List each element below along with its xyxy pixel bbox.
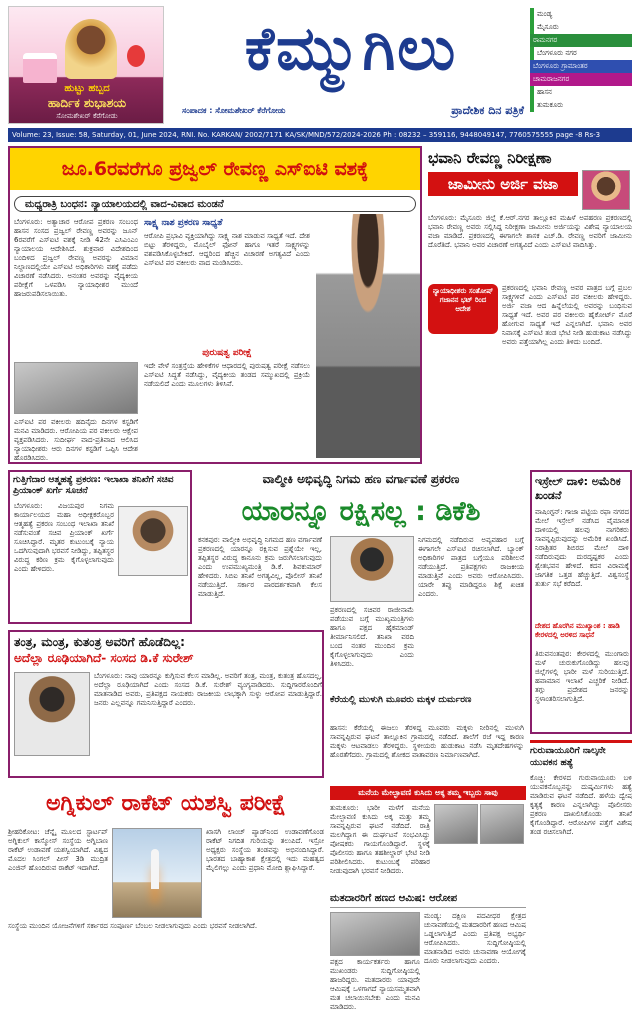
israel-body: ವಾಷಿಂಗ್ಟನ್: ಗಾಜಾ ಪಟ್ಟಿಯ ರಫಾ ನಗರದ ಮೇಲೆ ಇಸ್ರೇಲ್ ನಡೆಸಿದ ವೈಮಾನಿಕ ದಾಳಿಯಲ್ಲಿ ಹಲವು ನಾಗರಿಕರು ಸಾವನ್ನಪ್ಪಿರುವುದನ್ನು ಅಮೆರಿಕ ಖಂಡಿಸಿದೆ. ನಿರಾಶ್ರಿತರ ಶಿಬಿರದ ಮೇಲೆ ದಾಳಿ ನಡೆದಿರುವುದು ದುರದೃಷ್ಟಕರ ಎಂದು ಶ್ವೇತಭವನ ಹೇಳಿದೆ. ಕದನ ವಿರಾಮಕ್ಕೆ ಜಾಗತಿಕ ಒತ್ತಡ ಹೆಚ್ಚುತ್ತಿದೆ. ವಿಶ್ವಸಂಸ್ಥೆ ತುರ್ತು ಸಭೆ ಕರೆದಿದೆ. xyxy=(535,508,629,588)
agnikul-body-2: ಖಾಸಗಿ ಲಾಂಚ್ ಪ್ಯಾಡ್‌ನಿಂದ ಉಡಾವಣೆಗೊಂಡ ರಾಕೆಟ್ ನಿಗದಿತ ಗುರಿಯನ್ನು ತಲುಪಿದೆ. ಇಸ್ರೋ ಅಧ್ಯಕ್ಷರು ಸಂಸ್ಥೆಯ ತಂಡವನ್ನು ಅಭಿನಂದಿಸಿದ್ದಾರೆ. ಭಾರತದ ಬಾಹ್ಯಾಕಾಶ ಕ್ಷೇತ್ರದಲ್ಲಿ ಇದು ಮಹತ್ವದ ಮೈಲಿಗಲ್ಲು ಎಂದು ಪ್ರಧಾನಿ ಮೋದಿ ಶ್ಲಾಘಿಸಿದ್ದಾರೆ. xyxy=(206,828,324,872)
balloon-icon xyxy=(127,45,145,67)
index-item[interactable]: ಹಾಸನ xyxy=(530,86,632,99)
birthday-line3: ಸೋಮಶೇಖರ್ ಕೆರೆಗೋಡು xyxy=(56,112,118,120)
tantra-story xyxy=(8,630,324,778)
sidebox-text: ಆರೋಪಿ ಪ್ರಭಾವಿ ವ್ಯಕ್ತಿಯಾಗಿದ್ದು ಸಾಕ್ಷ್ಯ ನಾಶ ಮಾಡುವ ಸಾಧ್ಯತೆ ಇದೆ. ದೇಶ ಬಿಟ್ಟು ತೆರಳಿದ್ದರು, ಮೊಬೈಲ್ ಫೋನ್ ಹಾಗೂ ಇತರೆ ಸಾಕ್ಷ್ಯಗಳನ್ನು ವಶಪಡಿಸಿಕೊಳ್ಳಬೇಕಿದೆ. ಆದ್ದರಿಂದ ಹೆಚ್ಚಿನ ವಿಚಾರಣೆ ಅಗತ್ಯವಿದೆ ಎಂದು ಎಸ್ಐಟಿ ಪರ ವಕೀಲರು ವಾದ ಮಂಡಿಸಿದರು. xyxy=(144,232,310,267)
newspaper-title: ಕೆಮ್ಮುಗಿಲು xyxy=(244,14,458,84)
suresh-photo xyxy=(14,672,90,756)
bhavani-body-2: ಪ್ರಕರಣದಲ್ಲಿ ಭವಾನಿ ರೇವಣ್ಣ ಅವರ ಪಾತ್ರದ ಬಗ್ಗೆ ಪ್ರಬಲ ಸಾಕ್ಷ್ಯಗಳಿವೆ ಎಂದು ಎಸ್ಐಟಿ ಪರ ವಕೀಲರು ಹೇಳಿದ್ದರು. ಅರ್ಜಿ ವಜಾ ಆದ ಹಿನ್ನೆಲೆಯಲ್ಲಿ ಅವರನ್ನು ಬಂಧಿಸುವ ಸಾಧ್ಯತೆ ಇದೆ. ಅವರ ಪರ ವಕೀಲರು ಹೈಕೋರ್ಟ್ ಮೊರೆ ಹೋಗುವ ಸಾಧ್ಯತೆ ಇದೆ ಎನ್ನಲಾಗಿದೆ. ಭವಾನಿ ಅವರ ನಿವಾಸಕ್ಕೆ ಎಸ್ಐಟಿ ತಂಡ ಭೇಟಿ ನೀಡಿ ಹುಡುಕಾಟ ನಡೆಸಿದ್ದು ಅವರು ಪತ್ತೆಯಾಗಿಲ್ಲ ಎಂದು ತಿಳಿದು ಬಂದಿದೆ. xyxy=(502,284,632,346)
birthday-cake-icon xyxy=(23,53,57,83)
portrait-photo xyxy=(65,19,117,79)
rocket-icon xyxy=(151,849,159,889)
bhavani-quote xyxy=(428,284,498,334)
bhavani-headline-1: ಭವಾನಿ ರೇವಣ್ಣ ನಿರೀಕ್ಷಣಾ xyxy=(428,149,552,167)
index-item[interactable]: ಮೈಸೂರು xyxy=(530,21,632,34)
matadara-body-2: ಪಕ್ಷದ ಕಾರ್ಯಕರ್ತರು ಹಾಗೂ ಮುಖಂಡರು ಸುದ್ದಿಗೋಷ್ಠಿಯಲ್ಲಿ ಹಾಜರಿದ್ದರು. ಮತದಾರರು ಯಾವುದೇ ಆಮಿಷಕ್ಕೆ ಒಳಗಾಗದೆ ನ್ಯಾಯಸಮ್ಮತವಾಗಿ ಮತ ಚಲಾಯಿಸಬೇಕು ಎಂದು ಮನವಿ ಮಾಡಿದರು. xyxy=(330,958,420,1011)
minister-photo xyxy=(118,506,188,576)
bhavani-body: ಬೆಂಗಳೂರು: ಮೈಸೂರು ಜಿಲ್ಲೆ ಕೆ.ಆರ್.ನಗರ ತಾಲ್ಲೂಕಿನ ಮಹಿಳೆ ಅಪಹರಣ ಪ್ರಕರಣದಲ್ಲಿ ಭವಾನಿ ರೇವಣ್ಣ ಅವರು ಸಲ್ಲಿಸಿದ್ದ ನಿರೀಕ್ಷಣಾ ಜಾಮೀನು ಅರ್ಜಿಯನ್ನು ವಿಶೇಷ ನ್ಯಾಯಾಲಯ ವಜಾ ಮಾಡಿದೆ. ಪ್ರಕರಣದಲ್ಲಿ ಈಗಾಗಲೇ ಶಾಸಕ ಎಚ್.ಡಿ. ರೇವಣ್ಣ ಅವರಿಗೆ ಜಾಮೀನು ದೊರೆತಿದೆ. ಭವಾನಿ ಅವರ ವಿಚಾರಣೆ ಅಗತ್ಯವಿದೆ ಎಂದು ಎಸ್ಐಟಿ ವಾದಿಸಿತ್ತು. xyxy=(428,214,632,249)
lead-body-2: ಎಸ್ಐಟಿ ಪರ ವಕೀಲರು ಹದಿನೈದು ದಿನಗಳ ಕಸ್ಟಡಿಗೆ ಮನವಿ ಮಾಡಿದರು. ಆರೋಪಿಯ ಪರ ವಕೀಲರು ಆಕ್ಷೇಪ ವ್ಯಕ್ತಪಡಿಸಿದರು. ಸುದೀರ್ಘ ವಾದ-ಪ್ರತಿವಾದ ಆಲಿಸಿದ ನ್ಯಾಯಾಧೀಶರು ಆರು ದಿನಗಳ ಕಸ್ಟಡಿಗೆ ಒಪ್ಪಿಸಿ ಆದೇಶ ಹೊರಡಿಸಿದರು. xyxy=(14,418,138,462)
victim-photo-2 xyxy=(480,804,524,844)
manege-body: ತುಮಕೂರು: ಭಾರೀ ಮಳೆಗೆ ಮನೆಯ ಮೇಲ್ಛಾವಣಿ ಕುಸಿದು ಅಕ್ಕ ಮತ್ತು ತಮ್ಮ ಸಾವನ್ನಪ್ಪಿರುವ ಘಟನೆ ನಡೆದಿದೆ. ರಾತ್ರಿ ಮಲಗಿದ್ದಾಗ ಈ ದುರ್ಘಟನೆ ಸಂಭವಿಸಿದ್ದು ಪೋಷಕರು ಗಾಯಗೊಂಡಿದ್ದಾರೆ. ಸ್ಥಳಕ್ಕೆ ಪೊಲೀಸರು ಹಾಗೂ ತಹಶೀಲ್ದಾರ್ ಭೇಟಿ ನೀಡಿ ಪರಿಶೀಲಿಸಿದರು. ಕುಟುಂಬಕ್ಕೆ ಪರಿಹಾರ ನೀಡುವುದಾಗಿ ಭರವಸೆ ನೀಡಿದರು. xyxy=(330,804,430,875)
valmiki-body-2: ನಿಗಮದಲ್ಲಿ ನಡೆದಿರುವ ಅವ್ಯವಹಾರ ಬಗ್ಗೆ ಈಗಾಗಲೇ ಎಸ್ಐಟಿ ರಚಿಸಲಾಗಿದೆ. ಬ್ಯಾಂಕ್ ಅಧಿಕಾರಿಗಳ ಪಾತ್ರದ ಬಗ್ಗೆಯೂ ಪರಿಶೀಲನೆ ನಡೆಯುತ್ತಿದೆ. ಪ್ರತಿಪಕ್ಷಗಳು ರಾಜಕೀಯ ಮಾಡುತ್ತಿವೆ ಎಂದು ಅವರು ಆರೋಪಿಸಿದರು. ಯಾರೇ ತಪ್ಪು ಮಾಡಿದ್ದರೂ ಶಿಕ್ಷೆ ಖಚಿತ ಎಂದರು. xyxy=(418,536,524,598)
tantra-headline-2: ಅದೆಲ್ಲಾ ರೂಢಿಯಾಗಿದೆ- ಸಂಸದ ಡಿ.ಕೆ ಸುರೇಶ್ xyxy=(14,651,194,665)
dks-photo xyxy=(330,536,414,602)
car-photo xyxy=(14,362,138,414)
guruvayur-body: ಕೊಚ್ಚಿ: ಕೇರಳದ ಗುರುವಾಯೂರು ಬಳಿ ಯುವಕನೊಬ್ಬನನ್ನು ದುಷ್ಕರ್ಮಿಗಳು ಹತ್ಯೆ ಮಾಡಿರುವ ಘಟನೆ ನಡೆದಿದೆ. ಹಳೆಯ ದ್ವೇಷ ಕೃತ್ಯಕ್ಕೆ ಕಾರಣ ಎನ್ನಲಾಗಿದ್ದು ಪೊಲೀಸರು ಪ್ರಕರಣ ದಾಖಲಿಸಿಕೊಂಡು ತನಿಖೆ ಕೈಗೊಂಡಿದ್ದಾರೆ. ಆರೋಪಿಗಳ ಪತ್ತೆಗೆ ವಿಶೇಷ ತಂಡ ರಚಿಸಲಾಗಿದೆ. xyxy=(530,774,632,836)
guttige-headline: ಗುತ್ತಿಗೆದಾರ ಆತ್ಮಹತ್ಯೆ ಪ್ರಕರಣ: ಇಲಾಖಾ ತನಿಖೆಗೆ ಸಚಿವ ಪ್ರಿಯಾಂಕ್ ಖರ್ಗೆ ಸೂಚನೆ xyxy=(13,475,174,496)
sub2-text: ಇದೇ ವೇಳೆ ಸಂತ್ರಸ್ತೆಯ ಹೇಳಿಕೆಗಳ ಆಧಾರದಲ್ಲಿ ಪುರುಷತ್ವ ಪರೀಕ್ಷೆ ನಡೆಸಲು ಎಸ್ಐಟಿ ಸಿದ್ಧತೆ ನಡೆಸಿದ್ದು, ವೈದ್ಯಕೀಯ ತಂಡದ ಸಮ್ಮುಖದಲ್ಲಿ ಪ್ರಕ್ರಿಯೆ ನಡೆಯಲಿದೆ ಎಂದು ಮೂಲಗಳು ತಿಳಿಸಿವೆ. xyxy=(144,362,310,388)
matadara-body-1: ಮಂಡ್ಯ: ದಕ್ಷಿಣ ಪದವೀಧರ ಕ್ಷೇತ್ರದ ಚುನಾವಣೆಯಲ್ಲಿ ಮತದಾರರಿಗೆ ಹಣದ ಆಮಿಷ ಒಡ್ಡಲಾಗುತ್ತಿದೆ ಎಂದು ಪ್ರತಿಪಕ್ಷ ಅಭ್ಯರ್ಥಿ ಆರೋಪಿಸಿದರು. ಸುದ್ದಿಗೋಷ್ಠಿಯಲ್ಲಿ ಮಾತನಾಡಿದ ಅವರು ಚುನಾವಣಾ ಆಯೋಗಕ್ಕೆ ದೂರು ನೀಡಲಾಗುವುದು ಎಂದರು. xyxy=(424,912,526,965)
manege-headline: ಮನೆಯ ಮೇಲ್ಛಾವಣಿ ಕುಸಿದು ಅಕ್ಕ ತಮ್ಮ ಇಬ್ಬರು ಸಾವು xyxy=(330,786,526,800)
press-meet-photo xyxy=(330,912,420,956)
lead-story xyxy=(8,146,422,464)
index-item[interactable]: ಬೆಂಗಳೂರು ಗ್ರಾಮಾಂತರ xyxy=(530,60,632,73)
tantra-headline-1: ತಂತ್ರ, ಮಂತ್ರ, ಕುತಂತ್ರ ಅವರಿಗೆ ಹೊಡೆದಿಲ್ಲ: xyxy=(14,635,185,649)
kere-body: ಹಾಸನ: ಕೆರೆಯಲ್ಲಿ ಈಜಲು ತೆರಳಿದ್ದ ಮೂವರು ಮಕ್ಕಳು ನೀರಿನಲ್ಲಿ ಮುಳುಗಿ ಸಾವನ್ನಪ್ಪಿರುವ ಘಟನೆ ತಾಲ್ಲೂಕಿನ ಗ್ರಾಮದಲ್ಲಿ ನಡೆದಿದೆ. ಶಾಲೆಗೆ ರಜೆ ಇದ್ದ ಕಾರಣ ಮಕ್ಕಳು ಆಟವಾಡಲು ತೆರಳಿದ್ದರು. ಸ್ಥಳೀಯರು ಹುಡುಕಾಟ ನಡೆಸಿ ಮೃತದೇಹಗಳನ್ನು ಹೊರತೆಗೆದರು. ಗ್ರಾಮದಲ್ಲಿ ಶೋಕದ ವಾತಾವರಣ ನಿರ್ಮಾಣವಾಗಿದೆ. xyxy=(330,724,524,759)
rocket-photo xyxy=(112,828,202,918)
sub2-title: ಪುರುಷತ್ವ ಪರೀಕ್ಷೆ xyxy=(202,348,252,358)
lead-headline: ಜೂ.6ರವರೆಗೂ ಪ್ರಜ್ವಲ್ ರೇವಣ್ಣ ಎಸ್ಐಟಿ ವಶಕ್ಕೆ xyxy=(10,148,420,190)
israel-headline: ಇಸ್ರೇಲ್ ದಾಳಿ: ಅಮೆರಿಕ ಖಂಡನೆ xyxy=(535,475,621,502)
bhavani-headline-2: ಜಾಮೀನು ಅರ್ಜಿ ವಜಾ xyxy=(428,172,578,196)
tantra-body: ಬೆಂಗಳೂರು: ನಾವು ಯಾರನ್ನೂ ಕುಗ್ಗಿಸುವ ಕೆಲಸ ಮಾಡಿಲ್ಲ. ಅವರಿಗೆ ತಂತ್ರ, ಮಂತ್ರ, ಕುತಂತ್ರ ಹೊಸದಲ್ಲ, ಅದೆಲ್ಲಾ ರೂಢಿಯಾಗಿದೆ ಎಂದು ಸಂಸದ ಡಿ.ಕೆ. ಸುರೇಶ್ ವ್ಯಂಗ್ಯವಾಡಿದರು. ಸುದ್ದಿಗಾರರೊಂದಿಗೆ ಮಾತನಾಡಿದ ಅವರು, ಪ್ರತಿಪಕ್ಷದ ನಾಯಕರು ರಾಜಕೀಯ ಲಾಭಕ್ಕಾಗಿ ಸುಳ್ಳು ಆರೋಪ ಮಾಡುತ್ತಿದ್ದಾರೆ. ಜನರು ಎಲ್ಲವನ್ನೂ ಗಮನಿಸುತ್ತಿದ್ದಾರೆ ಎಂದರು. xyxy=(94,672,322,707)
bhavani-quote-title: ನ್ಯಾಯಾಧೀಶರು ಸಂತೋಷ್ ಗಜಾನನ ಭಟ್ ರಿಂದ ಆದೇಶ xyxy=(432,287,494,313)
victim-photo-1 xyxy=(434,804,478,844)
index-item[interactable]: ರಾಮನಗರ xyxy=(530,34,632,47)
agnikul-headline: ಅಗ್ನಿಕುಲ್ ರಾಕೆಟ್ ಯಶಸ್ವಿ ಪರೀಕ್ಷೆ xyxy=(46,791,286,816)
valmiki-headline: ವಾಲ್ಮೀಕಿ ಅಭಿವೃದ್ಧಿ ನಿಗಮ ಹಣ ವರ್ಗಾವಣೆ ಪ್ರಕರಣ xyxy=(262,472,460,486)
manege-story xyxy=(330,786,526,886)
lead-body-1: ಬೆಂಗಳೂರು: ಅತ್ಯಾಚಾರ ಆರೋಪ ಪ್ರಕರಣ ಸಂಬಂಧ ಹಾಸನ ಸಂಸದ ಪ್ರಜ್ವಲ್ ರೇವಣ್ಣ ಅವರನ್ನು ಜೂನ್ 6ರವರೆಗೆ ಎಸ್ಐಟಿ ವಶಕ್ಕೆ ನೀಡಿ 42ನೇ ಎಸಿಎಂಎಂ ನ್ಯಾಯಾಲಯ ಆದೇಶಿಸಿದೆ. ಶುಕ್ರವಾರ ವಿದೇಶದಿಂದ ಬಂದಿಳಿದ ಪ್ರಜ್ವಲ್ ರೇವಣ್ಣ ಅವರನ್ನು ವಿಮಾನ ನಿಲ್ದಾಣದಲ್ಲಿಯೇ ಎಸ್ಐಟಿ ಅಧಿಕಾರಿಗಳು ವಶಕ್ಕೆ ಪಡೆದು ವಿಚಾರಣೆ ನಡೆಸಿದರು. ಅನಂತರ ಅವರನ್ನು ವೈದ್ಯಕೀಯ ಪರೀಕ್ಷೆಗೆ ಒಳಪಡಿಸಿ ನ್ಯಾಯಾಧೀಶರ ಮುಂದೆ ಹಾಜರುಪಡಿಸಲಾಯಿತು. xyxy=(14,218,138,298)
guttige-body: ಬೆಂಗಳೂರು: ವಿಜಯಪುರ ನಿಗಮ ಕಾರ್ಯಾಲಯದ ಮಹಾ ಅಧೀಕ್ಷಕರೊಬ್ಬರ ಆತ್ಮಹತ್ಯೆ ಪ್ರಕರಣ ಸಂಬಂಧ ಇಲಾಖಾ ತನಿಖೆ ನಡೆಸುವಂತೆ ಸಚಿವ ಪ್ರಿಯಾಂಕ್ ಖರ್ಗೆ ಸೂಚಿಸಿದ್ದಾರೆ. ಮೃತರ ಕುಟುಂಬಕ್ಕೆ ನ್ಯಾಯ ಒದಗಿಸುವುದಾಗಿ ಭರವಸೆ ನೀಡಿದ್ದು, ತಪ್ಪಿತಸ್ಥರ ವಿರುದ್ಧ ಕಠಿಣ ಕ್ರಮ ಕೈಗೊಳ್ಳಲಾಗುವುದು ಎಂದು ಹೇಳಿದರು. xyxy=(14,502,114,573)
birthday-line2: ಹಾರ್ದಿಕ ಶುಭಾಶಯ xyxy=(47,96,127,110)
israel-story xyxy=(530,470,632,734)
valmiki-body-1: ಕನಕಪುರ: ವಾಲ್ಮೀಕಿ ಅಭಿವೃದ್ಧಿ ನಿಗಮದ ಹಣ ವರ್ಗಾವಣೆ ಪ್ರಕರಣದಲ್ಲಿ ಯಾರನ್ನೂ ರಕ್ಷಿಸುವ ಪ್ರಶ್ನೆಯೇ ಇಲ್ಲ, ತಪ್ಪಿತಸ್ಥರ ವಿರುದ್ಧ ಕಾನೂನು ಕ್ರಮ ಜರುಗಿಸಲಾಗುವುದು ಎಂದು ಉಪಮುಖ್ಯಮಂತ್ರಿ ಡಿ.ಕೆ. ಶಿವಕುಮಾರ್ ಹೇಳಿದರು. ಸಿಬಿಐ ತನಿಖೆ ಅಗತ್ಯವಿಲ್ಲ, ಪೊಲೀಸ್ ತನಿಖೆ ನಡೆಯುತ್ತಿದೆ. ಸರ್ಕಾರ ಪಾರದರ್ಶಕವಾಗಿ ಕೆಲಸ ಮಾಡುತ್ತಿದೆ. xyxy=(198,536,322,598)
agnikul-body-1: ಶ್ರೀಹರಿಕೋಟ: ಚೆನ್ನೈ ಮೂಲದ ಸ್ಟಾರ್ಟಪ್ ಅಗ್ನಿಕುಲ್ ಕಾಸ್ಮೋಸ್ ಸಂಸ್ಥೆಯ ಅಗ್ನಿಬಾಣ ರಾಕೆಟ್ ಉಡಾವಣೆ ಯಶಸ್ವಿಯಾಗಿದೆ. ವಿಶ್ವದ ಮೊದಲ ಸಿಂಗಲ್ ಪೀಸ್ 3ಡಿ ಮುದ್ರಿತ ಎಂಜಿನ್ ಹೊಂದಿರುವ ರಾಕೆಟ್ ಇದಾಗಿದೆ. xyxy=(8,828,108,872)
birthday-line1: ಹುಟ್ಟು ಹಬ್ಬದ xyxy=(64,83,110,94)
matadara-headline: ಮತದಾರರಿಗೆ ಹಣದ ಆಮಿಷ: ಆರೋಪ xyxy=(330,890,526,908)
guttige-story xyxy=(8,470,192,624)
index-item[interactable]: ಬೆಂಗಳೂರು ನಗರ xyxy=(530,47,632,60)
index-item[interactable]: ತುಮಕೂರು xyxy=(530,99,632,112)
editor-line: ಸಂಪಾದಕ : ಸೋಮಶೇಖರ್ ಕೆರೆಗೋಡು xyxy=(182,106,286,115)
district-index xyxy=(530,8,632,112)
valmiki-big: ಯಾರನ್ನೂ ರಕ್ಷಿಸಲ್ಲ : ಡಿಕೆಶಿ xyxy=(241,496,481,527)
israel-sub-text: ತಿರುವನಂತಪುರ: ಕೇರಳದಲ್ಲಿ ಮುಂಗಾರು ಮಳೆ ಚುರುಕುಗೊಂಡಿದ್ದು ಹಲವು ಜಿಲ್ಲೆಗಳಲ್ಲಿ ಭಾರೀ ಮಳೆ ಸುರಿಯುತ್ತಿದೆ. ಹವಾಮಾನ ಇಲಾಖೆ ಎಚ್ಚರಿಕೆ ನೀಡಿದೆ. ತಗ್ಗು ಪ್ರದೇಶದ ಜನರನ್ನು ಸ್ಥಳಾಂತರಿಸಲಾಗುತ್ತಿದೆ. xyxy=(535,650,629,703)
dateline: Volume: 23, Issue: 58, Saturday, 01, June 2024, RNI. No. KARKAN/ 2002/7171 KA/SK/MND/572/2024-2026 Ph : 08232 – 359116, 9448049147, 7760575555 page -8 Rs-3 xyxy=(8,128,632,142)
sidebox-title: ಸಾಕ್ಷ್ಯ ನಾಶ ಪ್ರಕರಣ ಸಾಧ್ಯತೆ xyxy=(144,218,223,228)
guruvayur-story xyxy=(530,740,632,980)
israel-sub-title: ದೇಶದ ಹೊರಗಿನ ಮುಖ್ಯಾಂಶ : ಹಾಡಿ ಕೇರಳದಲ್ಲಿ ಅರಳಿದ ಸಾಧನೆ xyxy=(535,622,620,639)
agnikul-body-3: ಸಂಸ್ಥೆಯ ಮುಂದಿನ ಯೋಜನೆಗಳಿಗೆ ಸರ್ಕಾರದ ಸಂಪೂರ್ಣ ಬೆಂಬಲ ನೀಡಲಾಗುವುದು ಎಂದು ಭರವಸೆ ನೀಡಲಾಗಿದೆ. xyxy=(8,922,258,930)
accused-photo xyxy=(316,214,420,458)
guruvayur-headline: ಗುರುವಾಯೂರಿಗೆ ನಾಲ್ಕನೇ ಯುವಕನ ಹತ್ಯೆ xyxy=(530,740,632,769)
birthday-ad xyxy=(8,6,164,124)
tagline: ಪ್ರಾದೇಶಿಕ ದಿನ ಪತ್ರಿಕೆ xyxy=(451,104,524,117)
valmiki-body-3: ಪ್ರಕರಣದಲ್ಲಿ ಸಚಿವರ ರಾಜೀನಾಮೆ ಪಡೆಯುವ ಬಗ್ಗೆ ಮುಖ್ಯಮಂತ್ರಿಗಳು ಹಾಗೂ ಪಕ್ಷದ ಹೈಕಮಾಂಡ್ ತೀರ್ಮಾನಿಸಲಿದೆ. ತನಿಖಾ ವರದಿ ಬಂದ ನಂತರ ಮುಂದಿನ ಕ್ರಮ ಕೈಗೊಳ್ಳಲಾಗುವುದು ಎಂದು ತಿಳಿಸಿದರು. xyxy=(330,606,414,668)
bhavani-photo xyxy=(582,170,630,210)
index-item[interactable]: ಮಂಡ್ಯ xyxy=(530,8,632,21)
kere-headline: ಕೆರೆಯಲ್ಲಿ ಮುಳುಗಿ ಮೂವರು ಮಕ್ಕಳ ದುರ್ಮರಣ xyxy=(330,695,472,705)
lead-subhead: ಮಧ್ಯರಾತ್ರಿ ಬಂಧನ: ನ್ಯಾಯಾಲಯದಲ್ಲಿ ವಾದ-ವಿವಾದ ಮಂಡನೆ xyxy=(14,196,416,212)
index-item[interactable]: ಚಾಮರಾಜನಗರ xyxy=(530,73,632,86)
